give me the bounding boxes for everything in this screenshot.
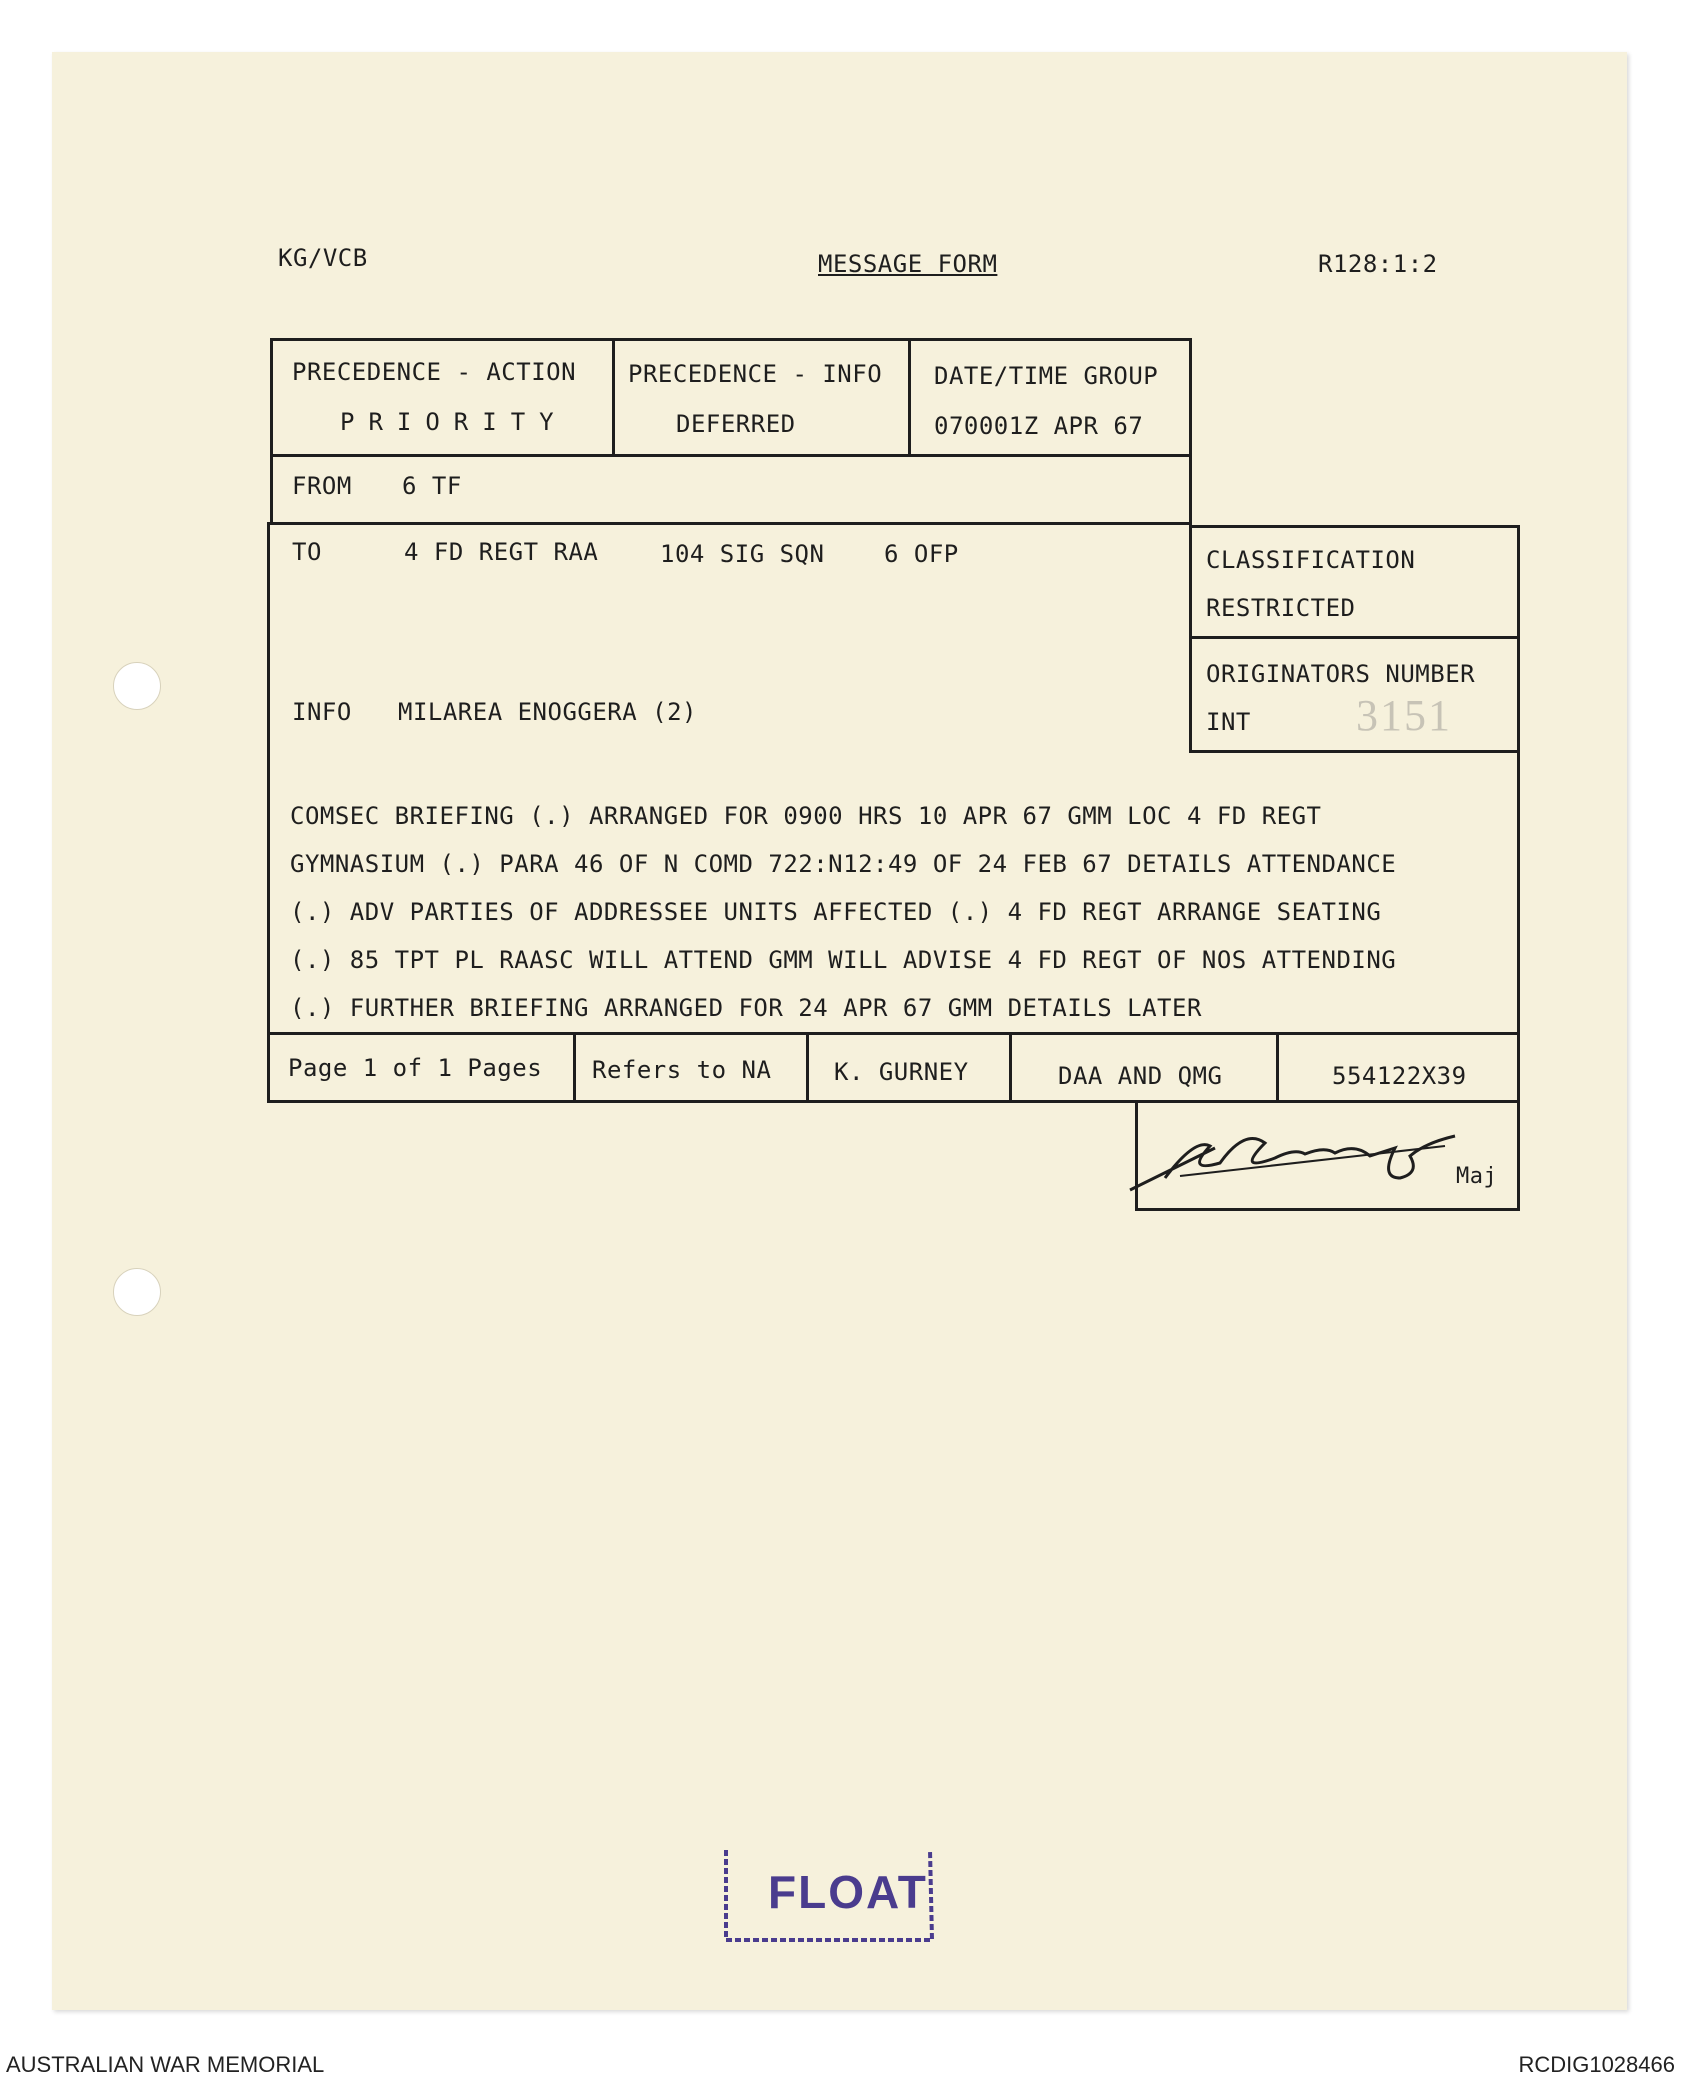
footer-name: K. GURNEY [834,1058,969,1086]
precedence-action-label: PRECEDENCE - ACTION [292,358,577,386]
footer-bottom-border [267,1100,1520,1103]
punch-hole-bottom [113,1268,161,1316]
classification-bottom-border [1189,636,1517,639]
archive-label-right: RCDIG1028466 [1518,2052,1675,2077]
to-addressee: 104 SIG SQN [660,540,825,568]
precedence-bottom-border [270,454,1192,457]
message-line: (.) 85 TPT PL RAASC WILL ATTEND GMM WILL ADVISE 4 FD REGT OF NOS ATTENDING [290,946,1397,974]
from-label: FROM [292,472,352,500]
form-top-border [270,338,1192,341]
footer-divider-3 [1009,1032,1012,1100]
precedence-info-label: PRECEDENCE - INFO [628,360,883,388]
footer-appointment: DAA AND QMG [1058,1062,1223,1090]
signature-rank: Maj [1456,1164,1498,1189]
message-bottom-border [267,1032,1520,1035]
footer-divider-1 [573,1032,576,1100]
header-right-code: R128:1:2 [1318,250,1438,278]
message-line: COMSEC BRIEFING (.) ARRANGED FOR 0900 HRS 10 APR 67 GMM LOC 4 FD REGT [290,802,1322,830]
punch-hole-top [113,662,161,710]
info-value: MILAREA ENOGGERA (2) [398,698,697,726]
precedence-info-value: DEFERRED [676,410,796,438]
from-bottom-border [270,522,1192,525]
float-stamp-text: FLOAT [768,1866,928,1918]
message-line: (.) FURTHER BRIEFING ARRANGED FOR 24 APR 67 GMM DETAILS LATER [290,994,1202,1022]
originator-number-stamp: 3151 [1356,691,1452,740]
dtg-label: DATE/TIME GROUP [934,362,1159,390]
form-left-border [270,338,273,522]
footer-divider-2 [806,1032,809,1100]
message-line: (.) ADV PARTIES OF ADDRESSEE UNITS AFFECTED (.) 4 FD REGT ARRANGE SEATING [290,898,1382,926]
footer-refers: Refers to NA [592,1056,772,1084]
signature-bottom-border [1135,1208,1520,1211]
signature-image [1125,1118,1465,1198]
to-label: TO [292,538,322,566]
form-title: MESSAGE FORM [818,250,998,278]
footer-divider-4 [1276,1032,1279,1100]
precedence-divider-1 [612,338,615,454]
message-line: GYMNASIUM (.) PARA 46 OF N COMD 722:N12:49 OF 24 FEB 67 DETAILS ATTENDANCE [290,850,1397,878]
dtg-value: 070001Z APR 67 [934,412,1144,440]
originator-bottom-border [1189,750,1517,753]
originator-label: ORIGINATORS NUMBER [1206,660,1476,688]
classification-top-border [1189,525,1517,528]
header-left-code: KG/VCB [278,244,368,272]
classification-label: CLASSIFICATION [1206,546,1416,574]
float-stamp [718,1840,938,1950]
footer-number: 554122X39 [1332,1062,1467,1090]
form-right-border-upper [1189,338,1192,750]
to-addressee: 6 OFP [884,540,959,568]
originator-prefix: INT [1206,708,1251,736]
precedence-action-value: PRIORITY [340,408,568,436]
from-value: 6 TF [402,472,462,500]
to-addressee: 4 FD REGT RAA [404,538,599,566]
form-left-border-lower [267,522,270,1100]
precedence-divider-2 [908,338,911,454]
archive-label-left: AUSTRALIAN WAR MEMORIAL [6,2052,325,2077]
form-right-border-lower [1517,525,1520,1208]
info-label: INFO [292,698,352,726]
footer-pages: Page 1 of 1 Pages [288,1054,543,1082]
classification-value: RESTRICTED [1206,594,1356,622]
